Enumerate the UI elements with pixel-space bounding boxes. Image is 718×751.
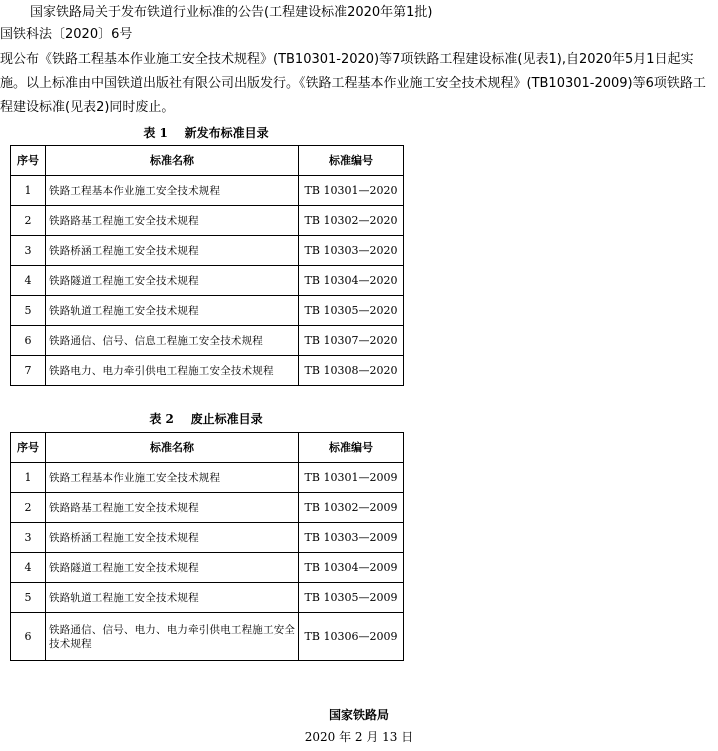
standard-code: TB 10304—2009 xyxy=(299,553,404,583)
table-row xyxy=(11,493,404,523)
table1-header-code: 标准编号 xyxy=(299,146,404,176)
standard-code: TB 10306—2009 xyxy=(299,613,404,661)
row-number: 4 xyxy=(11,266,46,296)
issue-date: 2020 年 2 月 13 日 xyxy=(304,730,414,744)
standard-code: TB 10301—2020 xyxy=(299,176,404,206)
table1-header-no: 序号 xyxy=(11,146,46,176)
table-row xyxy=(11,553,404,583)
standard-name: 铁路隧道工程施工安全技术规程 xyxy=(46,266,299,296)
announcement-body: 现公布《铁路工程基本作业施工安全技术规程》(TB10301-2020)等7项铁路工程建设标准(见表1),自2020年5月1日起实施。以上标准由中国铁道出版社有限公司出版发行。《铁路工程基本作业施工安全技术规程》(TB10301-2009)等6项铁路工程建设标准(见表2)同时废止。 xyxy=(0,52,706,115)
standard-code: TB 10307—2020 xyxy=(299,326,404,356)
table1-title: 表 1 新发布标准目录 xyxy=(143,126,269,140)
row-number: 6 xyxy=(11,613,46,661)
row-number: 3 xyxy=(11,236,46,266)
row-number: 5 xyxy=(11,296,46,326)
row-number: 2 xyxy=(11,493,46,523)
standard-code: TB 10305—2020 xyxy=(299,296,404,326)
standard-code: TB 10304—2020 xyxy=(299,266,404,296)
standard-name: 铁路电力、电力牵引供电工程施工安全技术规程 xyxy=(46,356,299,386)
standard-code: TB 10302—2009 xyxy=(299,493,404,523)
row-number: 5 xyxy=(11,583,46,613)
table-row xyxy=(11,266,404,296)
table-row xyxy=(11,296,404,326)
table2-title: 表 2 废止标准目录 xyxy=(149,412,263,426)
table-row xyxy=(11,613,404,661)
row-number: 1 xyxy=(11,463,46,493)
table1-header-row xyxy=(11,146,404,176)
table1-header-name: 标准名称 xyxy=(46,146,299,176)
standard-name: 铁路隧道工程施工安全技术规程 xyxy=(46,553,299,583)
row-number: 1 xyxy=(11,176,46,206)
standard-name: 铁路桥涵工程施工安全技术规程 xyxy=(46,523,299,553)
document-number: 国铁科法〔2020〕6号 xyxy=(0,27,133,42)
standard-name: 铁路通信、信号、电力、电力牵引供电工程施工安全技术规程 xyxy=(46,613,299,661)
standard-name: 铁路路基工程施工安全技术规程 xyxy=(46,206,299,236)
table2-header-code: 标准编号 xyxy=(299,433,404,463)
table-row xyxy=(11,176,404,206)
table2-header-no: 序号 xyxy=(11,433,46,463)
standard-name: 铁路桥涵工程施工安全技术规程 xyxy=(46,236,299,266)
standard-code: TB 10308—2020 xyxy=(299,356,404,386)
standard-name: 铁路工程基本作业施工安全技术规程 xyxy=(46,463,299,493)
standard-name: 铁路通信、信号、信息工程施工安全技术规程 xyxy=(46,326,299,356)
abolished-standards-table xyxy=(10,432,404,661)
standard-code: TB 10303—2009 xyxy=(299,523,404,553)
table-row xyxy=(11,326,404,356)
table2-header-row xyxy=(11,433,404,463)
table-row xyxy=(11,206,404,236)
row-number: 7 xyxy=(11,356,46,386)
row-number: 2 xyxy=(11,206,46,236)
standard-code: TB 10305—2009 xyxy=(299,583,404,613)
table2-header-name: 标准名称 xyxy=(46,433,299,463)
standard-name: 铁路路基工程施工安全技术规程 xyxy=(46,493,299,523)
table-row xyxy=(11,356,404,386)
standard-code: TB 10303—2020 xyxy=(299,236,404,266)
standard-code: TB 10301—2009 xyxy=(299,463,404,493)
standard-name: 铁路轨道工程施工安全技术规程 xyxy=(46,296,299,326)
table-row xyxy=(11,523,404,553)
row-number: 3 xyxy=(11,523,46,553)
row-number: 4 xyxy=(11,553,46,583)
standard-code: TB 10302—2020 xyxy=(299,206,404,236)
standard-name: 铁路工程基本作业施工安全技术规程 xyxy=(46,176,299,206)
announcement-heading: 国家铁路局关于发布铁道行业标准的公告(工程建设标准2020年第1批) xyxy=(30,5,433,20)
table-row xyxy=(11,583,404,613)
standard-name: 铁路轨道工程施工安全技术规程 xyxy=(46,583,299,613)
new-standards-table xyxy=(10,145,404,386)
table-row xyxy=(11,463,404,493)
table-row xyxy=(11,236,404,266)
issuing-authority: 国家铁路局 xyxy=(328,708,389,722)
row-number: 6 xyxy=(11,326,46,356)
